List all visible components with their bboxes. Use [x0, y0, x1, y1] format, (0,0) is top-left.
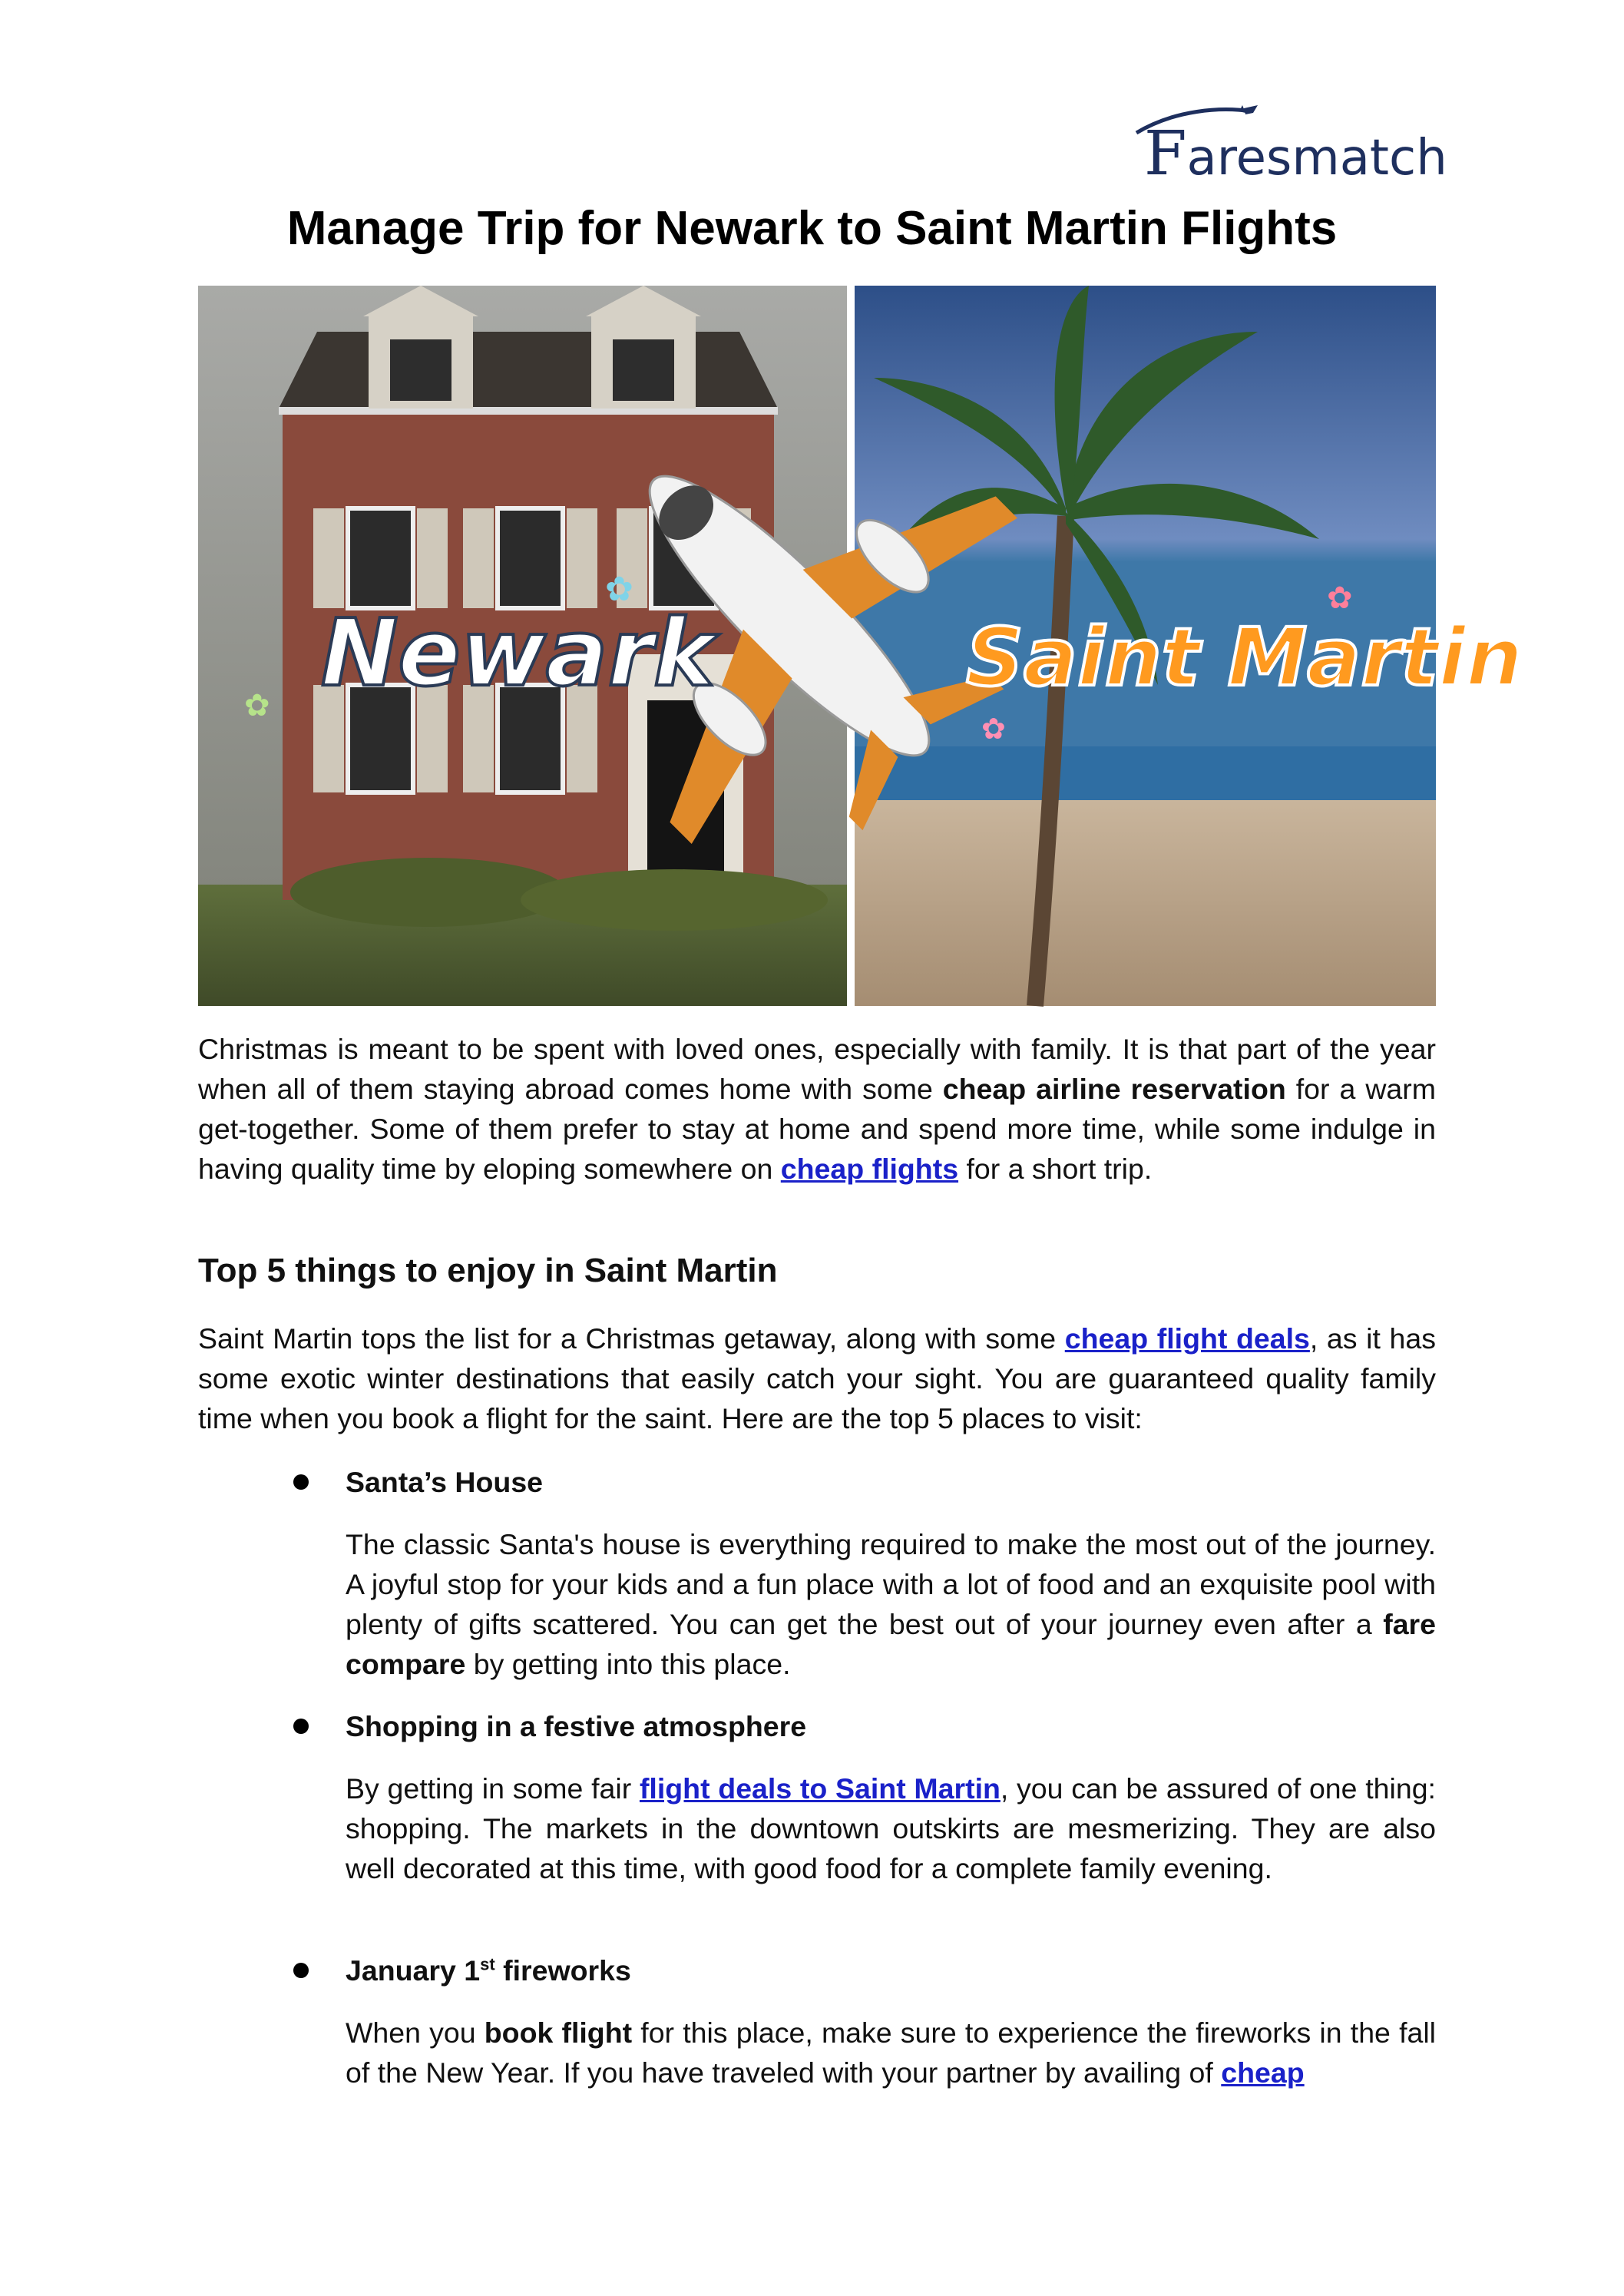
item-heading-sup: st	[480, 1954, 495, 1974]
item-text: by getting into this place.	[465, 1648, 791, 1680]
section-heading: Top 5 things to enjoy in Saint Martin	[198, 1252, 778, 1289]
cheap-link[interactable]: cheap	[1221, 2056, 1305, 2089]
bullet-icon	[293, 1719, 309, 1734]
item-text: The classic Santa's house is everything required to make the most out of the journey. A joyful stop for your kids and a fun place with a lot of food and an exquisite pool with plenty of gifts scattered. You can get the best out of your journey even after a	[346, 1528, 1436, 1640]
logo-initial: F	[1144, 117, 1187, 189]
page-title: Manage Trip for Newark to Saint Martin Flights	[286, 202, 1338, 255]
intro-bold-1: cheap airline reservation	[942, 1073, 1286, 1105]
hero-right-label: Saint Martin	[966, 610, 1523, 704]
hero-image	[198, 286, 1523, 1006]
svg-text:✿: ✿	[605, 570, 633, 609]
intro-text-1: Christmas is meant to be spent with loved ones, especially with family. It is that part of the year when all of them staying abroad comes home with some	[198, 1033, 1436, 1105]
item-text: By getting in some fair	[346, 1772, 640, 1805]
item-text: When you	[346, 2016, 485, 2049]
bullet-icon	[293, 1474, 309, 1490]
flight-deals-saint-martin-link[interactable]: flight deals to Saint Martin	[639, 1772, 1001, 1805]
item-heading-pre: January 1	[346, 1954, 481, 1987]
item-body	[346, 1524, 1436, 1684]
svg-text:✿: ✿	[981, 712, 1006, 746]
svg-text:✿: ✿	[244, 688, 270, 723]
item-body	[346, 1768, 1436, 1888]
intro-text-3: for a short trip.	[958, 1153, 1153, 1185]
cheap-flights-link[interactable]: cheap flights	[780, 1153, 959, 1185]
item-body	[346, 2013, 1436, 2093]
item-bold: book flight	[484, 2016, 633, 2049]
section-paragraph	[198, 1318, 1436, 1438]
item-heading-post: fireworks	[494, 1954, 631, 1987]
cheap-flight-deals-link[interactable]: cheap flight deals	[1064, 1322, 1310, 1355]
item-bold: fare compare	[346, 1608, 1436, 1680]
bullet-icon	[293, 1963, 309, 1978]
item-text: for this place, make sure to experience the fireworks in the fall of the New Year. If you have traveled with your partner by availing of	[346, 2016, 1437, 2089]
section-text-1: Saint Martin tops the list for a Christmas getaway, along with some	[198, 1322, 1065, 1355]
intro-paragraph	[198, 1029, 1436, 1189]
logo-text: aresmatch	[1186, 130, 1447, 187]
intro-text-2: for a warm get-together. Some of them prefer to stay at home and spend more time, while some indulge in having quality time by eloping somewhere on	[198, 1073, 1436, 1185]
logo-wordmark	[1144, 117, 1447, 189]
section-text-2: , as it has some exotic winter destinations that easily catch your sight. You are guaranteed quality family time when you book a flight for the saint. Here are the top 5 places to visit:	[198, 1322, 1436, 1434]
faresmatch-logo	[1129, 104, 1447, 189]
svg-text:✿: ✿	[1327, 581, 1353, 616]
hero-left-label: Newark	[321, 600, 715, 707]
item-text: , you can be assured of one thing: shopping. The markets in the downtown outskirts are mesmerizing. They are also well decorated at this time, with good food for a complete family evening.	[346, 1772, 1436, 1884]
item-heading: Shopping in a festive atmosphere	[346, 1710, 807, 1742]
item-heading: Santa’s House	[346, 1466, 544, 1498]
hero-illustration	[198, 286, 1523, 1006]
item-heading	[346, 1951, 1436, 1990]
